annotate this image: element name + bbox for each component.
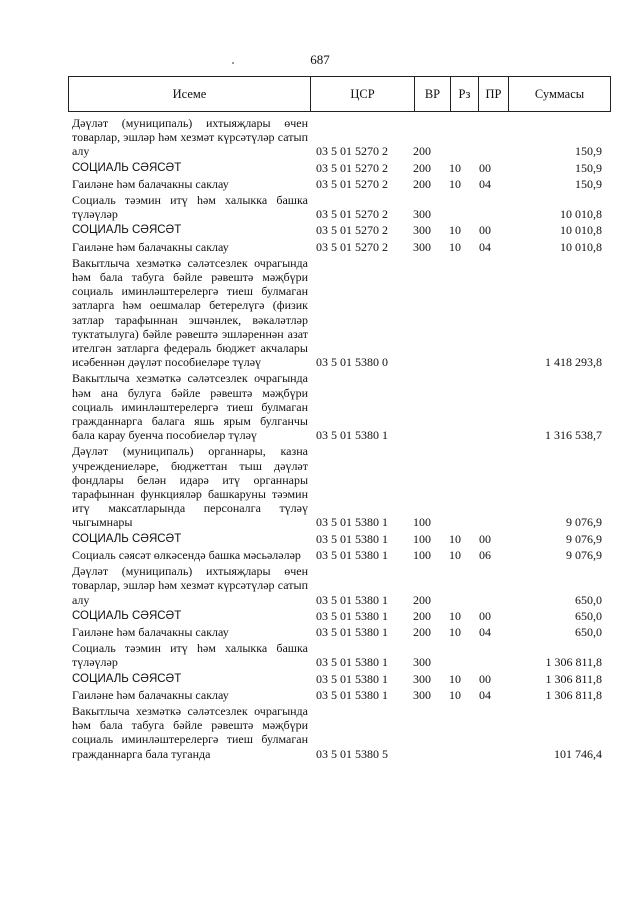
table-body xyxy=(72,116,602,761)
cell-csr: 03 5 01 5380 0 xyxy=(316,355,388,370)
cell-vr: 100 xyxy=(413,531,431,546)
cell-sum: 10 010,8 xyxy=(560,223,602,238)
cell-csr: 03 5 01 5380 1 xyxy=(316,687,388,702)
cell-csr: 03 5 01 5380 1 xyxy=(316,428,388,443)
cell-vr: 200 xyxy=(413,144,431,159)
cell-vr: 300 xyxy=(413,687,431,702)
cell-rz: 10 xyxy=(449,624,461,639)
cell-sum: 650,0 xyxy=(575,608,602,623)
cell-rz: 10 xyxy=(449,608,461,623)
cell-sum: 10 010,8 xyxy=(560,239,602,254)
cell-csr: 03 5 01 5270 2 xyxy=(316,160,388,175)
cell-sum: 1 306 811,8 xyxy=(545,655,602,670)
cell-pr: 04 xyxy=(479,176,491,191)
cell-csr: 03 5 01 5270 2 xyxy=(316,144,388,159)
cell-csr: 03 5 01 5380 1 xyxy=(316,655,388,670)
cell-vr: 100 xyxy=(413,515,431,530)
header-rz: Рз xyxy=(451,77,479,111)
table-row xyxy=(72,177,602,191)
cell-rz: 10 xyxy=(449,671,461,686)
cell-sum: 1 306 811,8 xyxy=(545,671,602,686)
cell-sum: 9 076,9 xyxy=(566,547,602,562)
cell-csr: 03 5 01 5270 2 xyxy=(316,239,388,254)
cell-pr: 00 xyxy=(479,160,491,175)
table-row xyxy=(72,193,602,221)
cell-csr: 03 5 01 5380 1 xyxy=(316,515,388,530)
cell-sum: 101 746,4 xyxy=(554,746,602,761)
cell-sum: 650,0 xyxy=(575,592,602,607)
cell-name: Вакытлыча хезмәткә сәләтсезлек очрагында һәм бала табуга бәйле рәвештә мәҗбүри социаль иминләштерелергә тиеш булмаган гражданнарга бала туганда xyxy=(72,703,308,761)
cell-rz: 10 xyxy=(449,223,461,238)
cell-vr: 300 xyxy=(413,207,431,222)
cell-pr: 00 xyxy=(479,223,491,238)
page-number: 687 xyxy=(310,52,330,67)
table-row xyxy=(72,688,602,702)
cell-vr: 300 xyxy=(413,671,431,686)
cell-rz: 10 xyxy=(449,531,461,546)
table-row xyxy=(72,564,602,607)
cell-csr: 03 5 01 5270 2 xyxy=(316,223,388,238)
cell-sum: 1 418 293,8 xyxy=(545,355,602,370)
cell-name: СОЦИАЛЬ СӘЯСӘТ xyxy=(72,224,182,237)
cell-rz: 10 xyxy=(449,160,461,175)
cell-vr: 200 xyxy=(413,608,431,623)
cell-vr: 200 xyxy=(413,592,431,607)
table-row xyxy=(72,609,602,623)
cell-name: Дәүләт (муниципаль) ихтыяҗлары өчен товарлар, эшләр һәм хезмәт күрсәтүләр сатып алу xyxy=(72,564,308,607)
cell-csr: 03 5 01 5270 2 xyxy=(316,207,388,222)
cell-pr: 04 xyxy=(479,239,491,254)
cell-csr: 03 5 01 5270 2 xyxy=(316,176,388,191)
cell-pr: 00 xyxy=(479,671,491,686)
table-row xyxy=(72,116,602,159)
cell-rz: 10 xyxy=(449,176,461,191)
header-csr: ЦСР xyxy=(311,77,415,111)
cell-csr: 03 5 01 5380 1 xyxy=(316,608,388,623)
cell-pr: 00 xyxy=(479,608,491,623)
table-row xyxy=(72,223,602,237)
cell-name: Гаиләне һәм балачакны саклау xyxy=(72,624,229,639)
table-row xyxy=(72,161,602,175)
cell-name: СОЦИАЛЬ СӘЯСӘТ xyxy=(72,532,182,545)
cell-name: Дәүләт (муниципаль) органнары, казна учреждениеләре, бюджеттан тыш дәүләт фондлары белән идарә итү органнары тарафыннан функцияләр башкаруны тәэмин итү максатларында персоналга түләү чыгымнары xyxy=(72,444,308,530)
cell-sum: 150,9 xyxy=(575,176,602,191)
table-row xyxy=(72,256,602,370)
header-pr: ПР xyxy=(479,77,509,111)
table-row xyxy=(72,672,602,686)
cell-csr: 03 5 01 5380 5 xyxy=(316,746,388,761)
cell-csr: 03 5 01 5380 1 xyxy=(316,547,388,562)
cell-name: Дәүләт (муниципаль) ихтыяҗлары өчен товарлар, эшләр һәм хезмәт күрсәтүләр сатып алу xyxy=(72,116,308,159)
cell-rz: 10 xyxy=(449,547,461,562)
cell-csr: 03 5 01 5380 1 xyxy=(316,531,388,546)
cell-rz: 10 xyxy=(449,687,461,702)
cell-name: Гаиләне һәм балачакны саклау xyxy=(72,176,229,191)
cell-csr: 03 5 01 5380 1 xyxy=(316,671,388,686)
cell-pr: 04 xyxy=(479,687,491,702)
cell-sum: 650,0 xyxy=(575,624,602,639)
header-name: Исеме xyxy=(69,77,311,111)
cell-sum: 9 076,9 xyxy=(566,515,602,530)
cell-vr: 100 xyxy=(413,547,431,562)
cell-name: Гаиләне һәм балачакны саклау xyxy=(72,687,229,702)
cell-name: Вакытлыча хезмәткә сәләтсезлек очрагында һәм ана булуга бәйле рәвештә мәҗбүри социаль иминләштерелергә тиеш булмаган гражданнарга балага яшь ярым булганчы бала карау буенча пособиеләр түләү xyxy=(72,371,308,443)
cell-sum: 10 010,8 xyxy=(560,207,602,222)
table-row xyxy=(72,704,602,761)
table-row xyxy=(72,240,602,254)
header-vr: ВР xyxy=(415,77,451,111)
cell-name: Социаль тәэмин итү һәм халыкка башка түләүләр xyxy=(72,641,308,670)
cell-vr: 300 xyxy=(413,223,431,238)
cell-sum: 1 316 538,7 xyxy=(545,428,602,443)
cell-rz: 10 xyxy=(449,239,461,254)
cell-csr: 03 5 01 5380 1 xyxy=(316,624,388,639)
cell-pr: 00 xyxy=(479,531,491,546)
cell-name: Социаль сәясәт өлкәсендә башка мәсьәләләр xyxy=(72,547,301,562)
cell-name: Вакытлыча хезмәткә сәләтсезлек очрагында һәм бала табуга бәйле рәвештә мәҗбүри социаль иминләштерелергә тиеш булмаган затларга һәм оешмалар бетерелүгә (физик затлар тарафыннан эшчәнлек, вәкаләтләр туктатылуга) бәйле рәвештә эшләреннән азат ителгән затларга федераль бюджет акчалары исәбеннән дәүләт пособиеләре түләү xyxy=(72,255,308,370)
cell-vr: 200 xyxy=(413,160,431,175)
cell-name: Социаль тәэмин итү һәм халыкка башка түләүләр xyxy=(72,193,308,222)
cell-sum: 150,9 xyxy=(575,144,602,159)
cell-vr: 300 xyxy=(413,655,431,670)
table-row xyxy=(72,444,602,529)
table-row xyxy=(72,371,602,442)
table-header xyxy=(68,76,611,112)
cell-sum: 1 306 811,8 xyxy=(545,687,602,702)
table-row xyxy=(72,548,602,562)
cell-name: СОЦИАЛЬ СӘЯСӘТ xyxy=(72,609,182,622)
cell-vr: 200 xyxy=(413,624,431,639)
cell-csr: 03 5 01 5380 1 xyxy=(316,592,388,607)
header-sum: Суммасы xyxy=(534,86,585,101)
table-row xyxy=(72,625,602,639)
cell-pr: 04 xyxy=(479,624,491,639)
cell-vr: 300 xyxy=(413,239,431,254)
cell-name: Гаиләне һәм балачакны саклау xyxy=(72,239,229,254)
cell-name: СОЦИАЛЬ СӘЯСӘТ xyxy=(72,672,182,685)
table-row xyxy=(72,532,602,546)
cell-vr: 200 xyxy=(413,176,431,191)
cell-name: СОЦИАЛЬ СӘЯСӘТ xyxy=(72,161,182,174)
cell-sum: 150,9 xyxy=(575,160,602,175)
table-row xyxy=(72,641,602,669)
cell-sum: 9 076,9 xyxy=(566,531,602,546)
cell-pr: 06 xyxy=(479,547,491,562)
